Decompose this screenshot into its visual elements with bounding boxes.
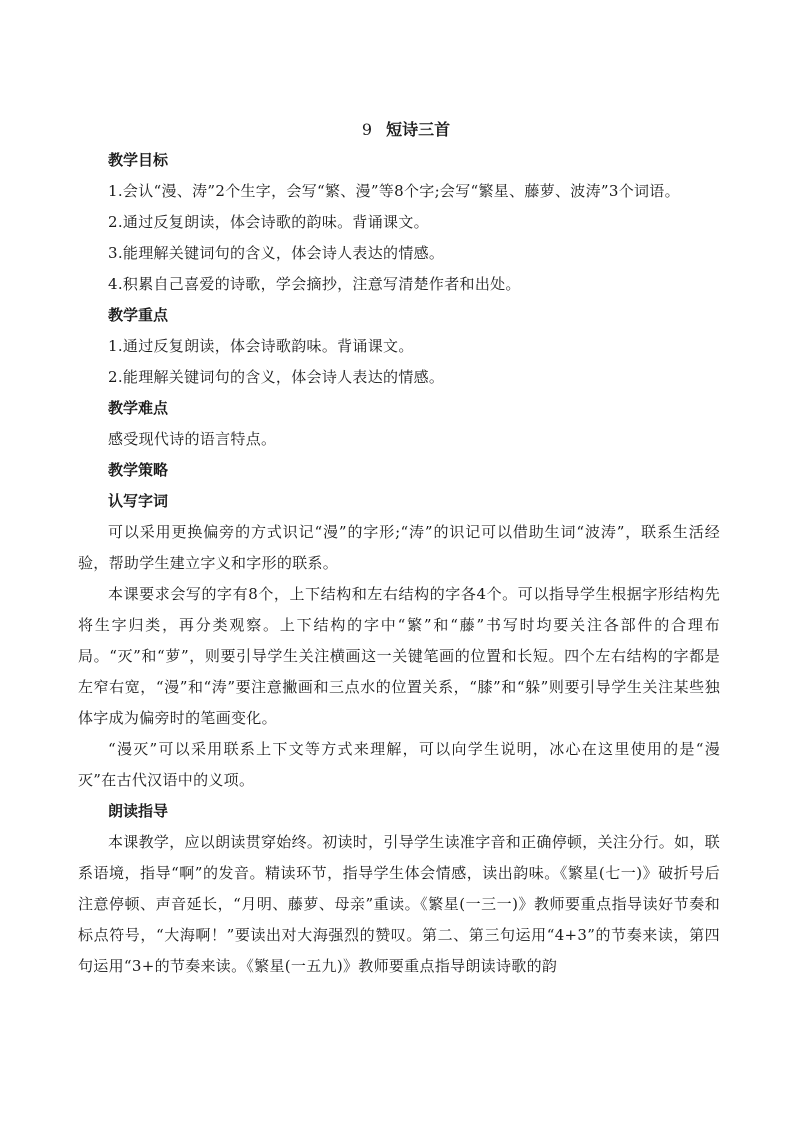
key-point-item-1: 1.通过反复朗读，体会诗歌韵味。背诵课文。	[108, 337, 414, 355]
lesson-title-text: 短诗三首	[386, 120, 451, 139]
lesson-number: 9	[361, 120, 373, 139]
goal-item-4: 4.积累自己喜爱的诗歌，学会摘抄，注意写清楚作者和出处。	[108, 275, 521, 293]
goal-item-3: 3.能理解关键词句的含义，体会诗人表达的情感。	[108, 244, 445, 262]
difficulty-item-1: 感受现代诗的语言特点。	[108, 430, 277, 448]
heading-difficulties: 教学难点	[108, 399, 169, 417]
heading-characters: 认写字词	[108, 492, 169, 510]
characters-paragraph-3: “漫灭”可以采用联系上下文等方式来理解，可以向学生说明，冰心在这里使用的是“漫灭”在古代汉语中的义项。	[78, 740, 720, 789]
heading-reading: 朗读指导	[108, 802, 169, 820]
characters-paragraph-1: 可以采用更换偏旁的方式识记“漫”的字形;“涛”的识记可以借助生词“波涛”，联系生活经验，帮助学生建立字义和字形的联系。	[78, 523, 720, 572]
reading-paragraph-1: 本课教学，应以朗读贯穿始终。初读时，引导学生读准字音和正确停顿，关注分行。如，联系语境，指导“啊”的发音。精读环节，指导学生体会情感，读出韵味。《繁星(七一)》破折号后注意停顿、声音延长，“月明、藤萝、母亲”重读。《繁星(一三一)》教师要重点指导读好节奏和标点符号，“大海啊！”要读出对大海强烈的赞叹。第二、第三句运用“4+3”的节奏来读，第四句运用“3+的节奏来读。《繁星(一五九)》教师要重点指导朗读诗歌的韵	[78, 833, 721, 975]
lesson-title	[78, 114, 720, 145]
characters-paragraph-2: 本课要求会写的字有8个，上下结构和左右结构的字各4个。可以指导学生根据字形结构先将生字归类，再分类观察。上下结构的字中“繁”和“藤”书写时均要关注各部件的合理布局。“灭”和“萝”，则要引导学生关注横画这一关键笔画的位置和长短。四个左右结构的字都是左窄右宽，“漫”和“涛”要注意撇画和三点水的位置关系，“膝”和“躲”则要引导学生关注某些独体字成为偏旁时的笔画变化。	[78, 585, 720, 727]
key-point-item-2: 2.能理解关键词句的含义，体会诗人表达的情感。	[108, 368, 445, 386]
goal-item-2: 2.通过反复朗读，体会诗歌的韵味。背诵课文。	[108, 213, 429, 231]
heading-goals: 教学目标	[108, 151, 169, 169]
heading-key-points: 教学重点	[108, 306, 169, 324]
goal-item-1: 1.会认“漫、涛”2个生字，会写“繁、漫”等8个字;会写“繁星、藤萝、波涛”3个词语。	[108, 182, 680, 200]
document-body	[78, 114, 720, 982]
heading-strategy: 教学策略	[108, 461, 169, 479]
